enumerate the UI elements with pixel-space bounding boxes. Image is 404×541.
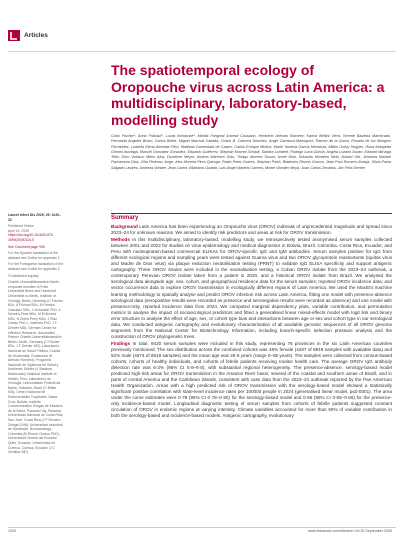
author-list: Carlo Fischer*, Anna Frühauf*, Lucas Inchauste*, Marilia Farignoli Ancesti Cassiano, Heriberto Arévalo Ramírez, Karina Bettini Viera, Vicente Bautista Machicado, Fernanda Angeles Bravo, Carlos Brites, Miguel Maroval Caballa, Charis B. Cobrera Sánchez, Angie Carrasco-Manriquez, Ramón de la Garza, Rosario de los Milagros Fernández, Ludmila Elena Almeida Filho, Matthias Dornentald de Castro, Carlos Enrique Muñoz, Marle Yasenia García Mendoza, Mitiko Gotoy Hegyes, Rosa Margarita Gómez-Iturriaga, Manuel Gonzalez Gonzalez, Eduardo Gutierrez, Stephan Kramer-Schadt, Sandra Lambert, Rodrigo Luna Garcia, Angela Lozano Duran, Edward Ma'aiga Tello, Doro Velasco Meiro Alva, Dorothee Meyer, Andrea Marenco Soto, Thiago Moreno Souza, Ivone Nino, Eduardo Monteiro Neto, Nubert Obi, Johanna Maribel Pachamora Diaz, Cilia Pedroso Jorge, Ines Moreira Pires Quiroga, Pablo Peter Ovares, Stephan Prieß, Bladimiro Rincón Orozco, Jean Paul Romero-Zúniga, Silvia Paula Salgado Linares, Andreas Winder, Jean Carlos Villalobos Gualdo, Luis Angel Martins Carrera, Monte Wander Moya, Juan Carlos Zevallos, Jan Felix Drexler (111, 134, 391, 170)
journal-citation: Lancet Infect Dis 2025; (8, 213, 45, 217)
findings-paragraph (111, 341, 392, 420)
online-first-label: Published Online (8, 224, 34, 229)
summary-divider (111, 213, 392, 214)
background-text: Latin America has been experiencing an Oropouche virus (OROV) outbreak of unprecedented magnitude and spread since 2023–24 for unknown reasons. We aimed to identify risk predictors and areas at risk for OROV transmission. (111, 224, 393, 236)
summary-heading: Summary (111, 215, 139, 221)
portuguese-translation-note: For the Portuguese translation of the abstract see Online for appendix 2 (8, 262, 64, 271)
article-sidebar (8, 213, 64, 457)
lancet-logo-icon (8, 30, 20, 41)
doi-link[interactable]: https://doi.org/10.1016/S1473-3099(25)00110-0 (8, 233, 54, 242)
article-title: The spatiotemporal ecology of Oropouche virus across Latin America: a multidisciplinary, laboratory-based, modelling study (111, 62, 385, 128)
header-divider (8, 51, 396, 52)
background-label: Background (111, 224, 138, 229)
comment-link[interactable]: See Comment page 945 (8, 244, 45, 249)
methods-text: In this multidisciplinary, laboratory-based, modelling study, we retrospectively tested anonymised serum samples collected between 2001 and 2022 for studies on virus epidemiology and medical diagnostics in Bolivia, Brazil, Colombia, Costa Rica, Ecuador, and Peru with nucleoprotein-based commercial ELISAs for OROV-specific IgG and IgM antibodies. Serum samples positive for IgG from different ecological regions and sampling years were tested against Guama virus and two OROV glycoprotein reassortants (Iquitos virus and Madre de Dios virus) via plaque reduction neutralisation testing (PRNT) to validate IgG ELISA specificity and support antigenic cartography. Three OROV strains were included in the neutralisation testing, a Cuban OROV isolate from the 2023–24 outbreak, a contemporary Peruvian OROV isolate taken from a patient in 2020, and a historical OROV isolate from Brazil. We analysed the serological data alongside age, sex, cohort, and geographical residence data for the serum samples; reported OROV incidence data; and vector occurrence data to explore OROV transmission in ecologically different regions of Latin America. We used the MaxEnt machine learning methodology to spatially analyse and predict OROV infection risk across Latin America, fitting one model with presence-absence serological data (seropositive results were recorded as presence and seronegative results were recorded as absence) and one model with presence-only, reported incidence data from 2024. We computed marginal dependency plots, variable contribution, and permutation metrics to analyse the impact of socioecological predictors and fitted a generalised linear mixed-effects model with logit link and binary error structure to analyse the effect of age, sex, or cohort type bias and interactions between age or sex and cohort type in our serological data. We conducted antigenic cartography and evolutionary characterisation of all available genomic sequences of all OROV genome segments from the National Center for Biotechnology Information, including branch-specific selection pressure analysis and the construction of OROV phylogenetic trees. (111, 237, 393, 339)
journal-footer: www.thelancet.com/infection Vol 25 September 2025 (308, 529, 392, 533)
spanish-translation-note: For the Spanish translation of the abstract see Online for appendix 1 (8, 251, 60, 260)
affiliations: Charité-Universitätsmedizin Berlin, corporate member of Freie Universität Berlin and Humboldt-Universität zu Berlin, Institute of Virology, Berlin, Germany (C Fischer BSc, A Frühauf BSc, M Pereira-Cassiano MSc, L Inchauste PhD, A Moreira-Pires MSc, M M Ahrens MSc, N Zebra Perry MSc, J Ruiz Cheau PhD, L Valencia PhD, J F Drexler MD); German Centre for Infection Research, Associated Partner Charité-Universitätsmedizin Berlin, Berlin, Germany (C Fischer BSc, J F Drexler MD); Laboratorio Nacional de Salud Pública, Ciudad de Guatemala, Guatemala (H Arévalo Ramírez); Programa Nacional de Vigilancia de Salud y Ambiente, Bolivia (V Bautista Machicado); National Institute of Health, Peru; Laboratorio de Virología, Universidade Federal da Bahia, Salvador, Brazil (C Brites MD); Centro Nacional de Enfermedades Tropicales, Santa Cruz, Bolivia; Instituto Conmemorativo Gorgas de Estudios de la Salud, Panama City, Panama; Universidad Nacional de Costa Rica, San José, Costa Rica (J P Romero-Zúniga DVM); Universidad Industrial de Santander, Bucaramanga, Colombia (B Rincón Orozco PhD); Universidad Central del Ecuador, Quito, Ecuador; Universidad de Cuenca, Cuenca, Ecuador (J C Zevallos MD) (8, 280, 64, 455)
background-paragraph (111, 224, 392, 236)
findings-text: In total, 9420 serum samples were included in this study, representing 76 provinces in the six Latin American countries previously mentioned. The sex distribution across the combined cohorts was 48% female (4287 of 8919 samples with available data) and 52% male (4674 of 8919 samples) and the mean age was 29·5 years (range 0–95 years). The samples were collected from census-based cohorts, cohorts of healthy individuals, and cohorts of febrile patients receiving routine health care. The average OROV IgG antibody detection rate was 6·3% (95% CI 5·8–6·8), with substantial regional heterogeneity. The presence-absence, serology-based model predicted high-risk areas for OROV transmission in the Amazon River basin, several of the coastal and southern areas of Brazil, and in parts of central America and the Caribbean islands, consistent with case data from the 2023–24 outbreak reported by the Pan American Health Organization. Areas with a high predicted risk of OROV transmission with the serology-based model showed a statistically significant positive correlation with state-level incidence rates per 100000 people in 2024 (generalised linear model, p≤0·0001). The area under the curve estimates were 0·79 (95% CI 0·78–0·80) for the serology-based model and 0·66 (95% CI 0·65–0·66) for the presence-only incidence-based model. Longitudinal diagnostic testing of serum samples from cohorts of febrile patients suggested constant circulation of OROV in endemic regions at varying intensity. Climate variables accounted for more than 60% of variable contribution in both the serology-based and incidence-based models. Antigenic cartography, evolutionary (111, 340, 392, 419)
section-label: Articles (24, 32, 48, 39)
online-date: April 14, 2025 (8, 228, 29, 233)
journal-citation-pages: 25: 1020–32 (8, 213, 61, 222)
footer-divider (8, 527, 396, 528)
findings-label: Findings (111, 340, 131, 346)
title-block (111, 62, 391, 171)
contribution-note: *Contributed equally (8, 273, 39, 278)
methods-label: Methods (111, 237, 130, 243)
methods-paragraph (111, 237, 392, 340)
page-number: 1020 (8, 529, 16, 533)
summary-body (111, 224, 392, 421)
